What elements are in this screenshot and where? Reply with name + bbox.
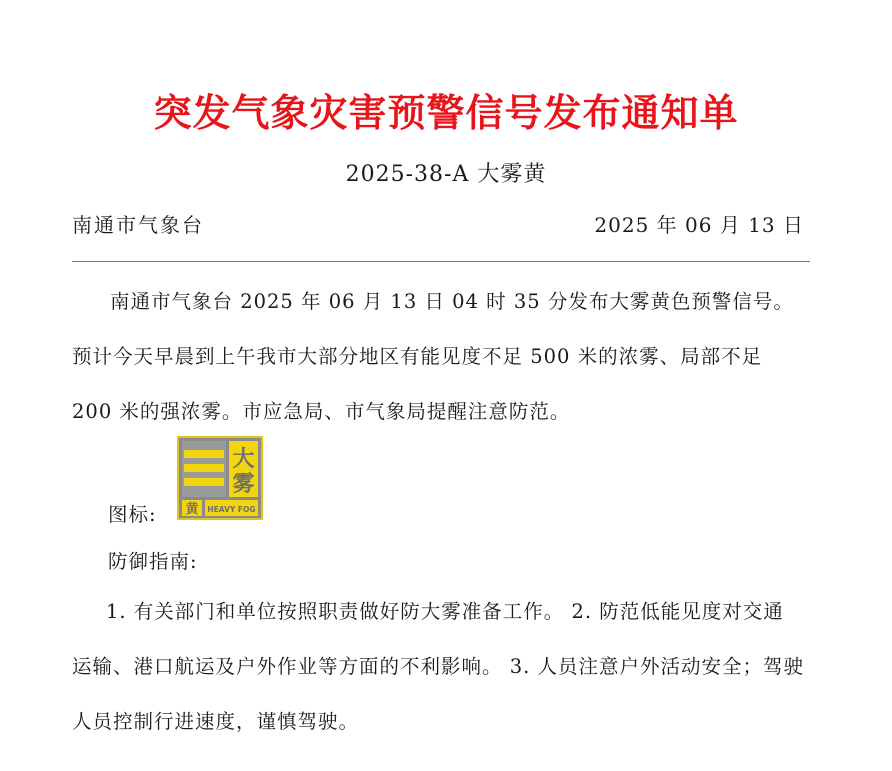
fog-bar-2 [184, 464, 224, 472]
icon-glyph-wu: 雾 [232, 472, 255, 497]
warning-content [72, 274, 804, 439]
issuer-name: 南通市气象台 [72, 213, 204, 237]
icon-glyph-da: 大 [232, 447, 255, 472]
defense-guide-text: 1. 有关部门和单位按照职责做好防大雾准备工作。 2. 防范低能见度对交通运输、港口航运及户外作业等方面的不利影响。 3. 人员注意户外活动安全；驾驶人员控制行进速度，谨慎驾驶。 [72, 600, 805, 733]
icon-level-glyph: 黄 [185, 502, 199, 517]
defense-guide [72, 584, 804, 749]
icon-caption: HEAVY FOG [207, 505, 256, 514]
notice-title: 突发气象灾害预警信号发布通知单 [153, 90, 739, 135]
guide-heading: 防御指南: [108, 550, 198, 573]
header-divider [72, 261, 810, 262]
issue-date: 2025 年 06 月 13 日 [594, 213, 804, 237]
heavy-fog-yellow-warning-icon [177, 436, 263, 520]
heavy-fog-icon-graphic [179, 438, 261, 518]
fog-bar-3 [184, 478, 224, 486]
warning-content-text: 南通市气象台 2025 年 06 月 13 日 04 时 35 分发布大雾黄色预警信号。预计今天早晨到上午我市大部分地区有能见度不足 500 米的浓雾、局部不足 200 米的强浓雾。市应急局、市气象局提醒注意防范。 [72, 290, 794, 423]
warning-code: 2025-38-A 大雾黄 [345, 162, 547, 187]
fog-bar-1 [184, 450, 224, 458]
icon-label: 图标: [108, 503, 157, 526]
